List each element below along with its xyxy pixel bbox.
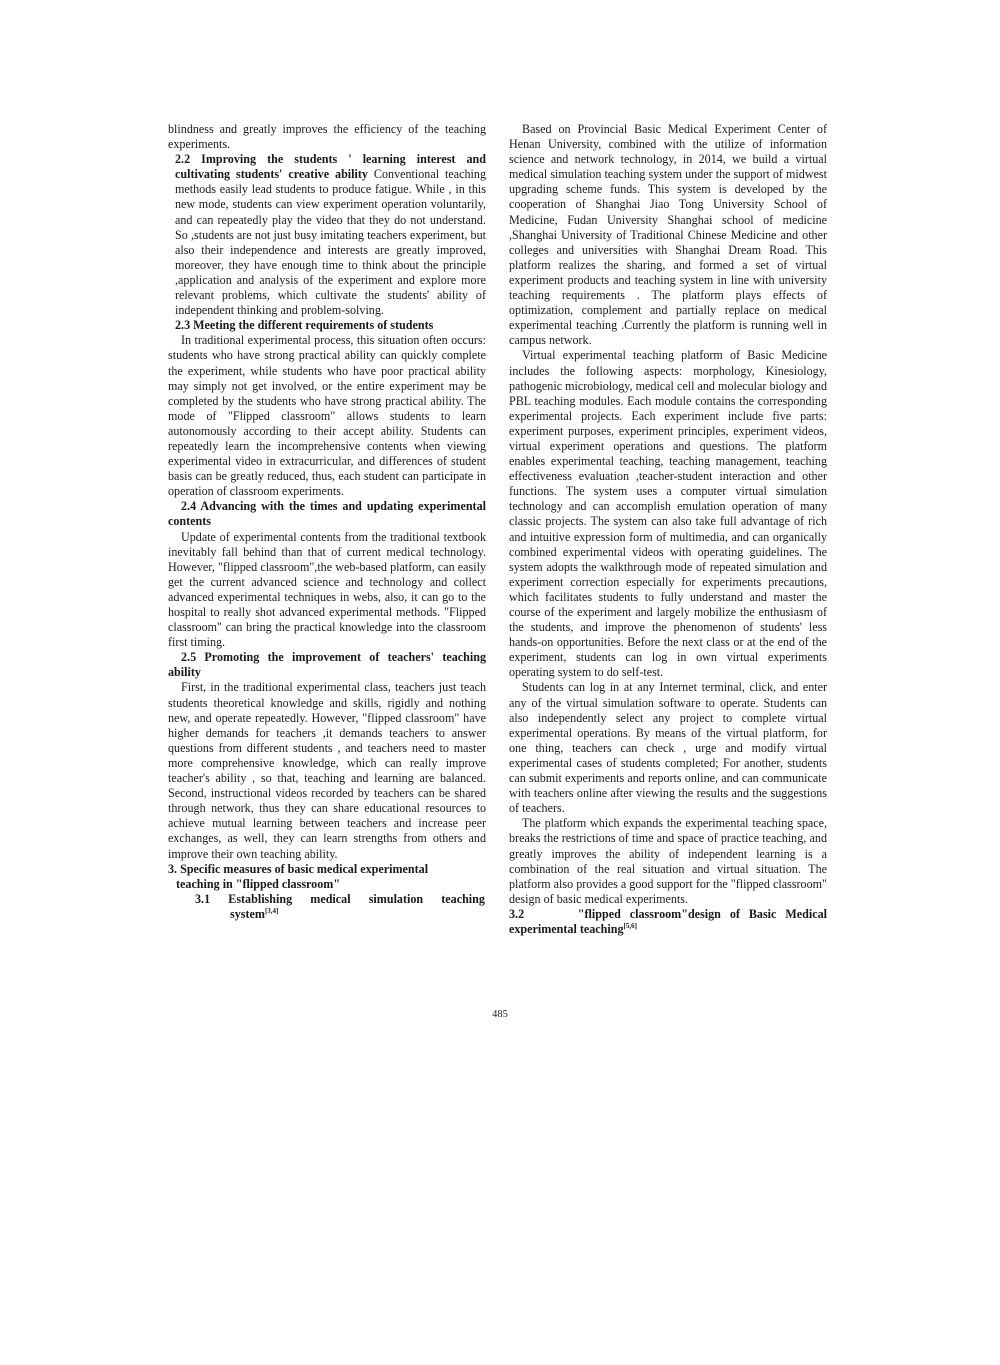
- section-3-heading: [168, 862, 486, 892]
- paragraph-student-access: Students can log in at any Internet terminal, click, and enter any of the virtual simulation software to operate. Students can also independently select any project to complete virtual experimental operations. By means of the virtual platform, for one thing, teachers can check , urge and modify virtual experimental cases of students completed; For another, students can submit experiments and reports online, and can communicate with teachers online after viewing the results and the suggestions of teachers.: [509, 680, 827, 816]
- section-3-1-heading-line1: 3.1 Establishing medical simulation teaching: [195, 891, 485, 906]
- paragraph-platform-intro: Based on Provincial Basic Medical Experiment Center of Henan University, combined with the utilize of information science and network technology, in 2014, we build a virtual medical simulation teaching system under the support of midwest upgrading scheme funds. This system is developed by the cooperation of Shanghai Jiao Tong University School of Medicine, Fudan University Shanghai school of medicine ,Shanghai University of Traditional Chinese Medicine and other colleges and universities with Shanghai Dream Road. This platform realizes the sharing, and formed a set of virtual experiment products and teaching system in line with university teaching requirements . The platform plays effects of optimization, complement and partially replace on medical experimental teaching .Currently the platform is running well in campus network.: [509, 122, 827, 348]
- section-2-5-heading: [168, 650, 486, 680]
- section-2-5-text: First, in the traditional experimental class, teachers just teach students theoretical knowledge and skills, rigidly and nothing new, and operate repeatedly. However, "flipped classroom" have higher demands for teachers ,it demands teachers to answer questions from different students , and teachers need to master more comprehensive knowledge, which can really improve teacher's ability , so that, teaching and learning are balanced. Second, instructional videos recorded by teachers can be shared through network, thus they can share educational resources to achieve mutual learning between teachers and increase peer exchanges, as well, they can learn strengths from others and improve their own teaching ability.: [168, 680, 486, 861]
- section-3-heading-line2: teaching in "flipped classroom": [176, 876, 341, 891]
- section-2-2: [168, 152, 486, 318]
- section-3-2-heading: [509, 906, 831, 937]
- section-3-1-reference: [3,4]: [264, 906, 279, 915]
- section-2-2-text: Conventional teaching methods easily lead students to produce fatigue. While , in this new mode, students can view experiment operation voluntarily, and can repeatedly play the video that they do not understand. So ,students are not just busy imitating teachers experiment, but also their independence and interests are greatly improved, moreover, they have enough time to think about the principle ,application and analysis of the experiment and explore more relevant problems, which cultivate the students' ability of independent thinking and problem-solving.: [175, 167, 486, 318]
- paragraph-platform-modules: Virtual experimental teaching platform of Basic Medicine includes the following aspects: morphology, Kinesiology, pathogenic microbiology, medical cell and molecular biology and PBL teaching modules. Each module contains the corresponding experimental projects. Each experiment include five parts: experiment purposes, experiment principles, experiment videos, virtual experiment operations and questions. The platform enables experimental teaching, teaching management, teaching effectiveness evaluation ,teacher-student interaction and other functions. The system uses a computer virtual simulation technology and can accomplish emulation operation of many classic projects. The system can also take full advantage of rich and intuitive expression form of multimedia, and can organically combined experimental videos with operating guidelines. The system adopts the walkthrough mode of repeated simulation and experiment correction especially for experiments precautions, which facilitates students to fully understand and master the course of the experiment and largely mobilize the enthusiasm of the students, and improve the phenomenon of students' less hands-on opportunities. Before the next class or at the end of the experiment, students can log in own virtual experiments operating system to do self-test.: [509, 348, 827, 680]
- section-2-2-heading: 2.2 Improving the students ' learning interest and cultivating students' creative ability: [175, 152, 486, 182]
- section-3-heading-line1: 3. Specific measures of basic medical experimental: [168, 861, 429, 876]
- left-column: [168, 122, 486, 922]
- section-2-4-text: Update of experimental contents from the traditional textbook inevitably fall behind than that of current medical technology. However, "flipped classroom",the web-based platform, can easily get the current advanced science and technology and collect advanced experimental techniques in webs, also, it can go to the hospital to really shot advanced experimental methods. "Flipped classroom" can bring the practical knowledge into the classroom first timing.: [168, 529, 486, 650]
- paragraph-continuation: blindness and greatly improves the efficiency of the teaching experiments.: [168, 122, 486, 152]
- section-2-4-heading: [168, 499, 486, 529]
- section-3-1-heading-line2: [195, 907, 486, 922]
- section-3-2-reference: [5,6]: [623, 921, 637, 930]
- section-3-1-heading-word: system: [230, 906, 265, 921]
- section-2-3-text: In traditional experimental process, this situation often occurs: students who have strong practical ability can quickly complete the experiment, while students who have poor practical ability may simply not get involved, or the entire experiment may be completed by the students who have strong practical ability. The mode of "Flipped classroom" allows students to learn autonomously according to their accept ability. Students can repeatedly learn the incomprehensive contents when viewing experimental video in extracurricular, and differences of student basis can be greatly reduced, thus, each student can participate in operation of classroom experiments.: [168, 333, 486, 499]
- section-3-2-heading-text: 3.2 "flipped classroom"design of Basic Medical experimental teaching: [509, 906, 831, 936]
- right-column: [509, 122, 831, 937]
- section-2-5-heading-text: 2.5 Promoting the improvement of teachers' teaching ability: [168, 650, 486, 680]
- section-2-3-heading: 2.3 Meeting the different requirements of students: [175, 318, 434, 333]
- page-number: 485: [492, 1009, 508, 1020]
- paragraph-platform-benefits: The platform which expands the experimental teaching space, breaks the restrictions of time and space of practice teaching, and greatly improves the ability of independent learning is a combination of the real situation and virtual situation. The platform also provides a good support for the "flipped classroom" design of basic medical experiments.: [509, 816, 827, 906]
- section-3-1-heading: [168, 892, 486, 922]
- section-2-4-heading-text: 2.4 Advancing with the times and updating experimental contents: [168, 499, 486, 529]
